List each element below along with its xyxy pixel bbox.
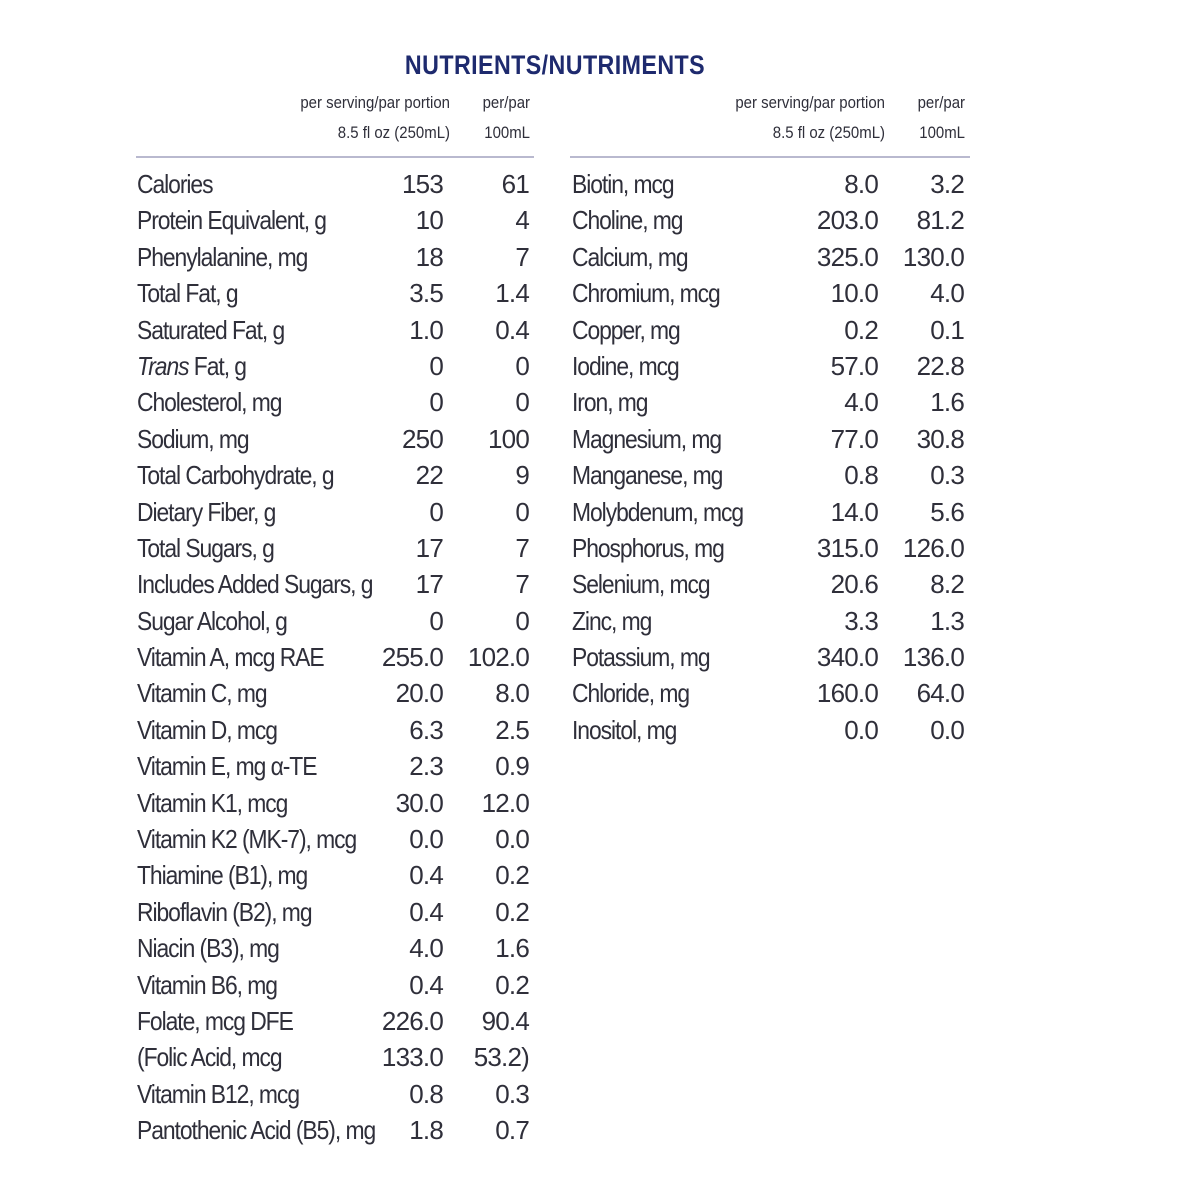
per-serving-value: 6.3 <box>409 714 443 745</box>
per-100ml-value: 4 <box>515 205 529 236</box>
per-serving-value: 20.0 <box>395 678 443 709</box>
per-100ml-value: 0 <box>515 605 529 636</box>
per-serving-value: 1.0 <box>409 314 443 345</box>
per100-header-line1: per/par <box>482 93 530 112</box>
nutrient-label: Cholesterol, mg <box>137 387 282 418</box>
nutrient-label: Vitamin B6, mg <box>137 969 277 1000</box>
per-serving-value: 255.0 <box>381 642 443 673</box>
nutrient-label: Inositol, mg <box>572 714 677 745</box>
per-100ml-value: 61 <box>501 169 529 199</box>
nutrient-label: Iodine, mcg <box>572 350 679 381</box>
per-100ml-value: 7 <box>515 241 529 272</box>
per-100ml-value: 0.7 <box>495 1115 529 1146</box>
per-serving-value: 20.6 <box>830 569 878 600</box>
per-100ml-value: 0.2 <box>495 860 529 891</box>
per-100ml-value: 1.6 <box>495 933 529 964</box>
per-100ml-value: 9 <box>515 460 529 491</box>
per-100ml-value: 5.6 <box>930 496 964 527</box>
nutrient-row <box>137 530 537 566</box>
nutrient-label: Sodium, mg <box>137 423 249 454</box>
per-100ml-value: 1.4 <box>495 278 529 309</box>
per-serving-value: 3.3 <box>844 605 878 636</box>
serving-header-line1: per serving/par portion <box>735 93 885 112</box>
per-100ml-value: 3.2 <box>930 169 964 199</box>
nutrient-row <box>137 421 537 457</box>
header-divider-left <box>136 156 534 158</box>
per-serving-value: 10 <box>415 205 443 236</box>
nutrient-label: Zinc, mg <box>572 605 652 636</box>
per-serving-value: 160.0 <box>816 678 878 709</box>
per-100ml-value: 4.0 <box>930 278 964 309</box>
per-serving-value: 8.0 <box>844 169 878 199</box>
nutrient-label: Total Fat, g <box>137 278 238 309</box>
nutrient-row <box>137 275 537 311</box>
per-serving-value: 133.0 <box>381 1042 443 1073</box>
per-100ml-value: 0.0 <box>930 714 964 745</box>
per-serving-value: 3.5 <box>409 278 443 309</box>
per-serving-value: 203.0 <box>816 205 878 236</box>
per-100ml-value: 8.2 <box>930 569 964 600</box>
per-serving-value: 4.0 <box>844 387 878 418</box>
nutrient-label: (Folic Acid, mcg <box>137 1042 282 1073</box>
nutrient-label: Biotin, mcg <box>572 169 674 199</box>
nutrient-label: Magnesium, mg <box>572 423 722 454</box>
per-100ml-value: 0.9 <box>495 751 529 782</box>
nutrient-row <box>572 675 972 711</box>
nutrient-label: Calcium, mg <box>572 241 688 272</box>
per-100ml-value: 1.3 <box>930 605 964 636</box>
per-serving-value: 0.2 <box>844 314 878 345</box>
per-100ml-value: 0 <box>515 350 529 381</box>
panel-title: NUTRIENTS/NUTRIMENTS <box>404 50 706 80</box>
per-100ml-value: 81.2 <box>916 205 964 236</box>
nutrient-label: Vitamin B12, mcg <box>137 1078 299 1109</box>
nutrient-label: Vitamin D, mcg <box>137 714 277 745</box>
nutrient-row <box>137 1112 537 1148</box>
nutrient-row <box>137 821 537 857</box>
nutrient-row <box>137 457 537 493</box>
per-serving-value: 250 <box>402 423 443 454</box>
nutrient-label: Manganese, mg <box>572 460 723 491</box>
per-serving-value: 0 <box>429 387 443 418</box>
nutrient-row <box>137 712 537 748</box>
per100-header-line1: per/par <box>917 93 965 112</box>
nutrient-row <box>137 312 537 348</box>
nutrient-row <box>137 967 537 1003</box>
nutrient-label: Molybdenum, mcg <box>572 496 744 527</box>
nutrient-row <box>137 239 537 275</box>
nutrient-row <box>572 566 972 602</box>
per-serving-value: 4.0 <box>409 933 443 964</box>
nutrient-label: Vitamin K2 (MK-7), mcg <box>137 824 357 855</box>
nutrient-label: Vitamin E, mg α-TE <box>137 751 317 782</box>
nutrient-label: Pantothenic Acid (B5), mg <box>137 1115 376 1146</box>
nutrient-row <box>137 930 537 966</box>
per-serving-value: 1.8 <box>409 1115 443 1146</box>
per-100ml-value: 100 <box>488 423 529 454</box>
nutrient-row <box>137 639 537 675</box>
nutrient-row <box>572 384 972 420</box>
per-serving-value: 22 <box>415 460 443 491</box>
nutrient-label: Includes Added Sugars, g <box>137 569 373 600</box>
per-100ml-value: 102.0 <box>467 642 529 673</box>
nutrient-label: Riboflavin (B2), mg <box>137 896 312 927</box>
nutrient-label-text: Fat, g <box>188 350 246 381</box>
nutrient-label-italic: Trans <box>137 350 189 381</box>
nutrient-row <box>572 166 972 202</box>
nutrient-row <box>572 239 972 275</box>
per-serving-value: 18 <box>415 241 443 272</box>
nutrient-label: Phenylalanine, mg <box>137 241 308 272</box>
per-serving-value: 57.0 <box>830 350 878 381</box>
per-serving-value: 153 <box>402 169 443 199</box>
per-serving-value: 226.0 <box>381 1005 443 1036</box>
right-serving-header <box>691 88 885 148</box>
nutrient-label: Dietary Fiber, g <box>137 496 276 527</box>
nutrient-row <box>572 603 972 639</box>
per-100ml-value: 0.3 <box>495 1078 529 1109</box>
nutrient-label: Phosphorus, mg <box>572 532 724 563</box>
per-100ml-value: 0.0 <box>495 824 529 855</box>
nutrient-row <box>137 1003 537 1039</box>
left-per100-header <box>451 88 530 148</box>
per-serving-value: 17 <box>415 532 443 563</box>
nutrient-row <box>137 166 537 202</box>
nutrient-label: Chromium, mcg <box>572 278 720 309</box>
per-serving-value: 2.3 <box>409 751 443 782</box>
nutrient-label: Total Sugars, g <box>137 532 274 563</box>
serving-header-line2: 8.5 fl oz (250mL) <box>772 123 885 142</box>
nutrient-label: Protein Equivalent, g <box>137 205 326 236</box>
serving-header-line2: 8.5 fl oz (250mL) <box>337 123 450 142</box>
nutrient-row <box>137 785 537 821</box>
per100-header-line2: 100mL <box>484 123 530 142</box>
per-serving-value: 0.0 <box>409 824 443 855</box>
per-100ml-value: 0.2 <box>495 969 529 1000</box>
nutrient-label: Choline, mg <box>572 205 683 236</box>
nutrient-label: Potassium, mg <box>572 642 710 673</box>
nutrient-row <box>572 530 972 566</box>
per-100ml-value: 0.3 <box>930 460 964 491</box>
nutrient-label: Vitamin C, mg <box>137 678 267 709</box>
nutrient-row <box>572 275 972 311</box>
per-serving-value: 30.0 <box>395 787 443 818</box>
per-100ml-value: 22.8 <box>916 350 964 381</box>
right-nutrient-column <box>572 166 972 748</box>
nutrient-row <box>137 603 537 639</box>
nutrient-label: Sugar Alcohol, g <box>137 605 287 636</box>
nutrient-row <box>137 675 537 711</box>
per-100ml-value: 64.0 <box>916 678 964 709</box>
nutrient-label: Saturated Fat, g <box>137 314 285 345</box>
nutrient-label: Calories <box>137 169 213 199</box>
per-serving-value: 0.4 <box>409 896 443 927</box>
per-serving-value: 0.8 <box>844 460 878 491</box>
nutrient-label: Niacin (B3), mg <box>137 933 279 964</box>
nutrient-row <box>137 202 537 238</box>
per-100ml-value: 2.5 <box>495 714 529 745</box>
per-serving-value: 0 <box>429 350 443 381</box>
nutrient-label: Folate, mcg DFE <box>137 1005 293 1036</box>
nutrient-label: Thiamine (B1), mg <box>137 860 308 891</box>
per-100ml-value: 136.0 <box>902 642 964 673</box>
nutrient-row <box>137 384 537 420</box>
per-100ml-value: 126.0 <box>902 532 964 563</box>
per100-header-line2: 100mL <box>919 123 965 142</box>
nutrient-row <box>137 1039 537 1075</box>
per-100ml-value: 0 <box>515 496 529 527</box>
per-100ml-value: 7 <box>515 569 529 600</box>
per-100ml-value: 0.4 <box>495 314 529 345</box>
nutrient-label <box>137 348 246 384</box>
per-serving-value: 0 <box>429 605 443 636</box>
per-serving-value: 340.0 <box>816 642 878 673</box>
per-serving-value: 0.4 <box>409 860 443 891</box>
per-serving-value: 0.8 <box>409 1078 443 1109</box>
left-serving-header <box>256 88 450 148</box>
nutrient-label: Vitamin A, mcg RAE <box>137 642 324 673</box>
nutrient-row <box>572 202 972 238</box>
per-serving-value: 17 <box>415 569 443 600</box>
nutrient-row <box>572 457 972 493</box>
nutrient-row <box>572 312 972 348</box>
per-100ml-value: 30.8 <box>916 423 964 454</box>
nutrient-label: Selenium, mcg <box>572 569 710 600</box>
per-serving-value: 325.0 <box>816 241 878 272</box>
per-serving-value: 0 <box>429 496 443 527</box>
per-100ml-value: 0.1 <box>930 314 964 345</box>
per-serving-value: 10.0 <box>830 278 878 309</box>
per-100ml-value: 7 <box>515 532 529 563</box>
nutrient-row <box>137 857 537 893</box>
per-100ml-value: 1.6 <box>930 387 964 418</box>
per-serving-value: 77.0 <box>830 423 878 454</box>
nutrient-label: Iron, mg <box>572 387 648 418</box>
nutrient-row <box>572 421 972 457</box>
nutrient-row <box>137 348 537 384</box>
per-serving-value: 0.4 <box>409 969 443 1000</box>
header-divider-right <box>570 156 970 158</box>
per-100ml-value: 0.2 <box>495 896 529 927</box>
nutrient-label: Chloride, mg <box>572 678 690 709</box>
nutrient-row <box>137 748 537 784</box>
per-serving-value: 14.0 <box>830 496 878 527</box>
nutrient-row <box>137 566 537 602</box>
nutrient-row <box>572 712 972 748</box>
per-100ml-value: 0 <box>515 387 529 418</box>
nutrient-row <box>137 894 537 930</box>
nutrient-label: Copper, mg <box>572 314 680 345</box>
per-100ml-value: 53.2) <box>473 1042 529 1073</box>
nutrient-row <box>137 1076 537 1112</box>
per-100ml-value: 8.0 <box>495 678 529 709</box>
per-100ml-value: 90.4 <box>481 1005 529 1036</box>
nutrient-label: Vitamin K1, mcg <box>137 787 288 818</box>
per-serving-value: 315.0 <box>816 532 878 563</box>
per-100ml-value: 130.0 <box>902 241 964 272</box>
nutrient-label: Total Carbohydrate, g <box>137 460 334 491</box>
nutrient-row <box>572 494 972 530</box>
nutrient-row <box>137 494 537 530</box>
nutrient-row <box>572 348 972 384</box>
nutrient-row <box>572 639 972 675</box>
left-nutrient-column <box>137 166 537 1149</box>
right-per100-header <box>886 88 965 148</box>
serving-header-line1: per serving/par portion <box>300 93 450 112</box>
per-100ml-value: 12.0 <box>481 787 529 818</box>
per-serving-value: 0.0 <box>844 714 878 745</box>
